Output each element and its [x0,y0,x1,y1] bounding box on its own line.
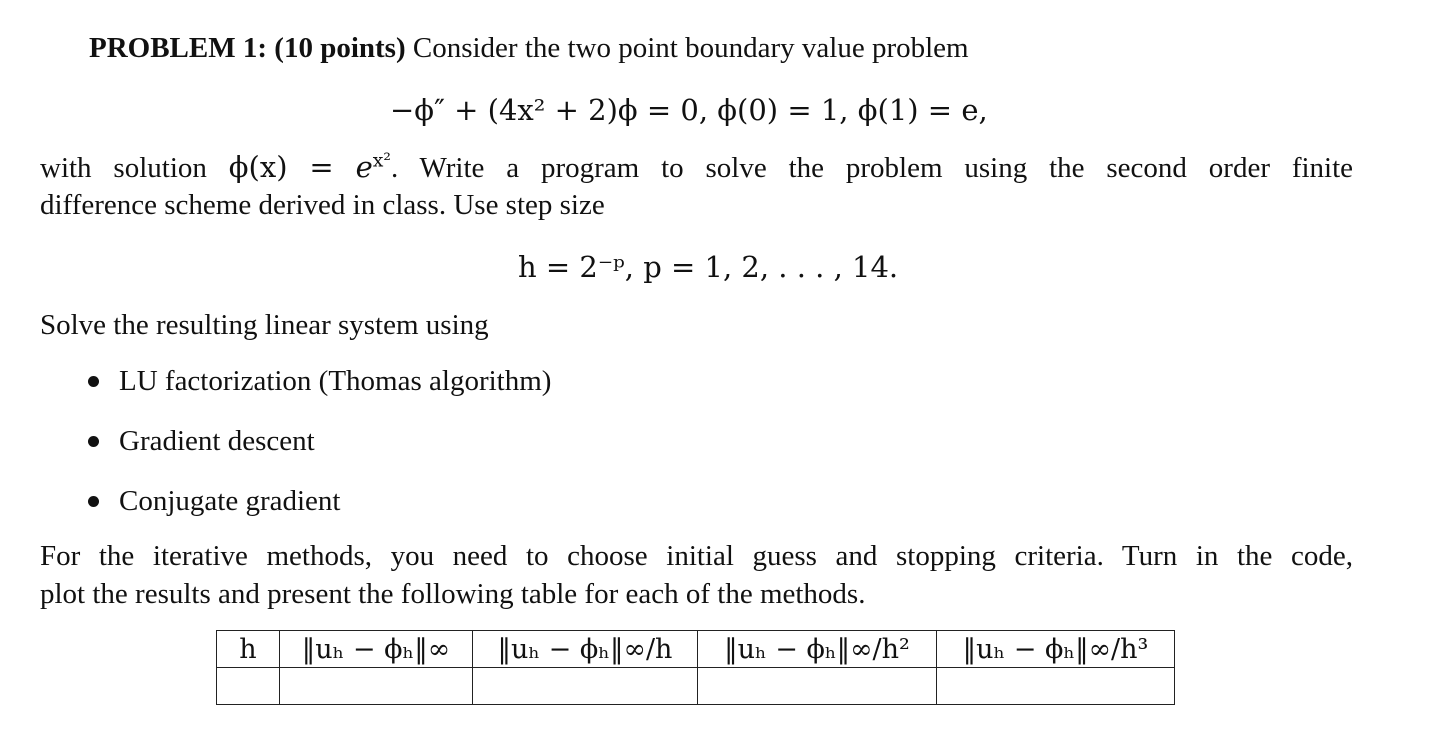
table-header-cell: ‖uₕ − ϕₕ‖∞/h [473,631,698,668]
bullet-icon [88,496,99,507]
problem-heading [89,30,969,66]
table-cell [937,668,1175,705]
exp-power: x² [372,150,391,172]
solve-linear-system-line: Solve the resulting linear system using [40,309,489,341]
table-header-cell: ‖uₕ − ϕₕ‖∞/h³ [937,631,1175,668]
solution-phi: ϕ(x) [228,150,288,184]
solution-equals: = [309,150,334,184]
table-header-cell: ‖uₕ − ϕₕ‖∞ [280,631,473,668]
method-label: Conjugate gradient [119,485,341,517]
boundary-value-equation: −ϕ″ + (4x² + 2)ϕ = 0, ϕ(0) = 1, ϕ(1) = e, [390,93,988,127]
table-cell [698,668,937,705]
table-cell [473,668,698,705]
problem-intro: Consider the two point boundary value problem [412,32,969,64]
problem-number: PROBLEM 1: [89,32,268,64]
table-cell [280,668,473,705]
method-label: LU factorization (Thomas algorithm) [119,365,552,397]
iterative-note-line-2: plot the results and present the following table for each of the methods. [40,578,866,610]
method-list-item [88,363,551,399]
step-size-equation: h = 2⁻ᵖ, p = 1, 2, . . . , 14. [518,250,899,284]
bullet-icon [88,376,99,387]
table-header-cell: ‖uₕ − ϕₕ‖∞/h² [698,631,937,668]
iterative-note-line-1: For the iterative methods, you need to choose initial guess and stopping criteria. Turn in the code, [40,540,1353,572]
table-header-row [217,631,1175,668]
solution-prefix: with solution [40,152,207,184]
exp-base: e [355,150,373,184]
table-cell [217,668,280,705]
table-row [217,668,1175,705]
paragraph-difference-scheme: difference scheme derived in class. Use step size [40,189,605,221]
solution-suffix: . Write a program to solve the problem using the second order finite [390,152,1354,184]
solution-exponential [356,150,391,184]
solution-line [40,149,1353,186]
table-header-cell: h [217,631,280,668]
method-list-item [88,483,340,519]
problem-points: (10 points) [274,32,406,64]
error-table [216,630,1175,705]
method-label: Gradient descent [119,425,315,457]
method-list-item [88,423,315,459]
bullet-icon [88,436,99,447]
